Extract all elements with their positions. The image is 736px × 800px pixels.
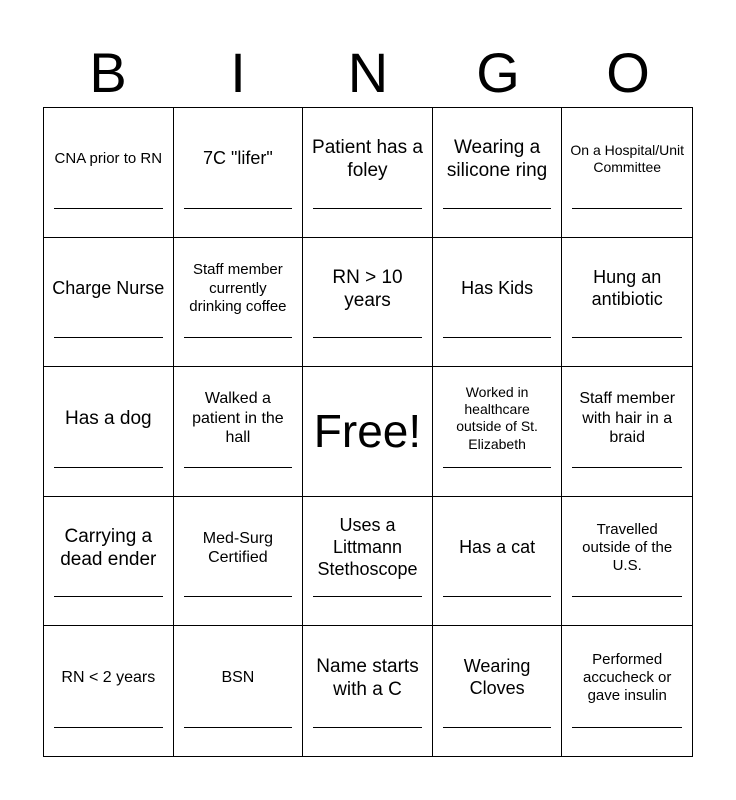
bingo-cell-r2c3[interactable] xyxy=(303,238,433,368)
bingo-cell-r5c4[interactable] xyxy=(433,626,563,756)
bingo-header xyxy=(43,40,693,106)
bingo-cell-r1c1[interactable] xyxy=(44,108,174,238)
cell-text: Patient has a foley xyxy=(312,137,423,182)
bingo-cell-r2c4[interactable] xyxy=(433,238,563,368)
bingo-cell-r2c1[interactable] xyxy=(44,238,174,368)
signature-line xyxy=(184,727,293,728)
cell-text: Uses a Littmann Stethoscope xyxy=(317,515,418,580)
bingo-cell-r5c1[interactable] xyxy=(44,626,174,756)
cell-text: RN > 10 years xyxy=(332,266,403,311)
signature-line xyxy=(313,208,422,209)
cell-text: Staff member currently drinking coffee xyxy=(189,261,287,316)
bingo-free-space[interactable] xyxy=(303,367,433,497)
cell-text: Performed accucheck or gave insulin xyxy=(583,650,672,705)
signature-line xyxy=(54,337,163,338)
signature-line xyxy=(184,467,293,468)
cell-text: Med-Surg Certified xyxy=(202,529,274,567)
cell-text: CNA prior to RN xyxy=(54,150,163,168)
signature-line xyxy=(443,467,552,468)
bingo-letter-i: I xyxy=(230,41,246,104)
free-space-text: Free! xyxy=(313,405,422,458)
signature-line xyxy=(443,337,552,338)
cell-text: Wearing a silicone ring xyxy=(446,137,548,182)
cell-text: Wearing Cloves xyxy=(463,656,531,699)
signature-line xyxy=(54,467,163,468)
signature-line xyxy=(54,596,163,597)
bingo-cell-r4c2[interactable] xyxy=(174,497,304,627)
bingo-cell-r3c1[interactable] xyxy=(44,367,174,497)
cell-text: Worked in healthcare outside of St. Elizabeth xyxy=(456,384,538,452)
signature-line xyxy=(572,467,682,468)
signature-line xyxy=(443,727,552,728)
bingo-cell-r3c5[interactable] xyxy=(562,367,692,497)
cell-text: Walked a patient in the hall xyxy=(192,390,284,447)
bingo-letter-n: N xyxy=(347,41,389,104)
bingo-cell-r1c3[interactable] xyxy=(303,108,433,238)
signature-line xyxy=(572,337,682,338)
signature-line xyxy=(313,596,422,597)
cell-text: Carrying a dead ender xyxy=(60,525,157,571)
cell-text: Travelled outside of the U.S. xyxy=(582,520,673,575)
bingo-cell-r1c5[interactable] xyxy=(562,108,692,238)
signature-line xyxy=(443,208,552,209)
cell-text: Has Kids xyxy=(461,277,534,298)
cell-text: Hung an antibiotic xyxy=(591,266,663,309)
bingo-cell-r5c3[interactable] xyxy=(303,626,433,756)
bingo-cell-r4c4[interactable] xyxy=(433,497,563,627)
signature-line xyxy=(184,208,293,209)
bingo-cell-r4c5[interactable] xyxy=(562,497,692,627)
cell-text: BSN xyxy=(221,669,255,687)
signature-line xyxy=(572,208,682,209)
signature-line xyxy=(54,208,163,209)
bingo-cell-r1c4[interactable] xyxy=(433,108,563,238)
signature-line xyxy=(184,596,293,597)
cell-text: Has a dog xyxy=(64,407,152,429)
cell-text: Charge Nurse xyxy=(52,277,165,298)
signature-line xyxy=(313,727,422,728)
bingo-board xyxy=(43,107,693,757)
signature-line xyxy=(184,337,293,338)
cell-text: Staff member with hair in a braid xyxy=(579,390,676,447)
bingo-cell-r2c5[interactable] xyxy=(562,238,692,368)
signature-line xyxy=(443,596,552,597)
bingo-letter-b: B xyxy=(89,41,127,104)
bingo-cell-r5c2[interactable] xyxy=(174,626,304,756)
bingo-cell-r1c2[interactable] xyxy=(174,108,304,238)
signature-line xyxy=(313,337,422,338)
cell-text: On a Hospital/Unit Committee xyxy=(570,142,684,176)
signature-line xyxy=(572,596,682,597)
bingo-cell-r3c4[interactable] xyxy=(433,367,563,497)
bingo-letter-o: O xyxy=(606,41,650,104)
cell-text: Name starts with a C xyxy=(316,656,419,701)
bingo-cell-r4c3[interactable] xyxy=(303,497,433,627)
bingo-letter-g: G xyxy=(476,41,520,104)
bingo-cell-r3c2[interactable] xyxy=(174,367,304,497)
cell-text: RN < 2 years xyxy=(61,669,156,687)
bingo-cell-r2c2[interactable] xyxy=(174,238,304,368)
bingo-cell-r5c5[interactable] xyxy=(562,626,692,756)
bingo-cell-r4c1[interactable] xyxy=(44,497,174,627)
cell-text: Has a cat xyxy=(459,537,536,558)
cell-text: 7C "lifer" xyxy=(202,148,273,169)
signature-line xyxy=(54,727,163,728)
signature-line xyxy=(572,727,682,728)
